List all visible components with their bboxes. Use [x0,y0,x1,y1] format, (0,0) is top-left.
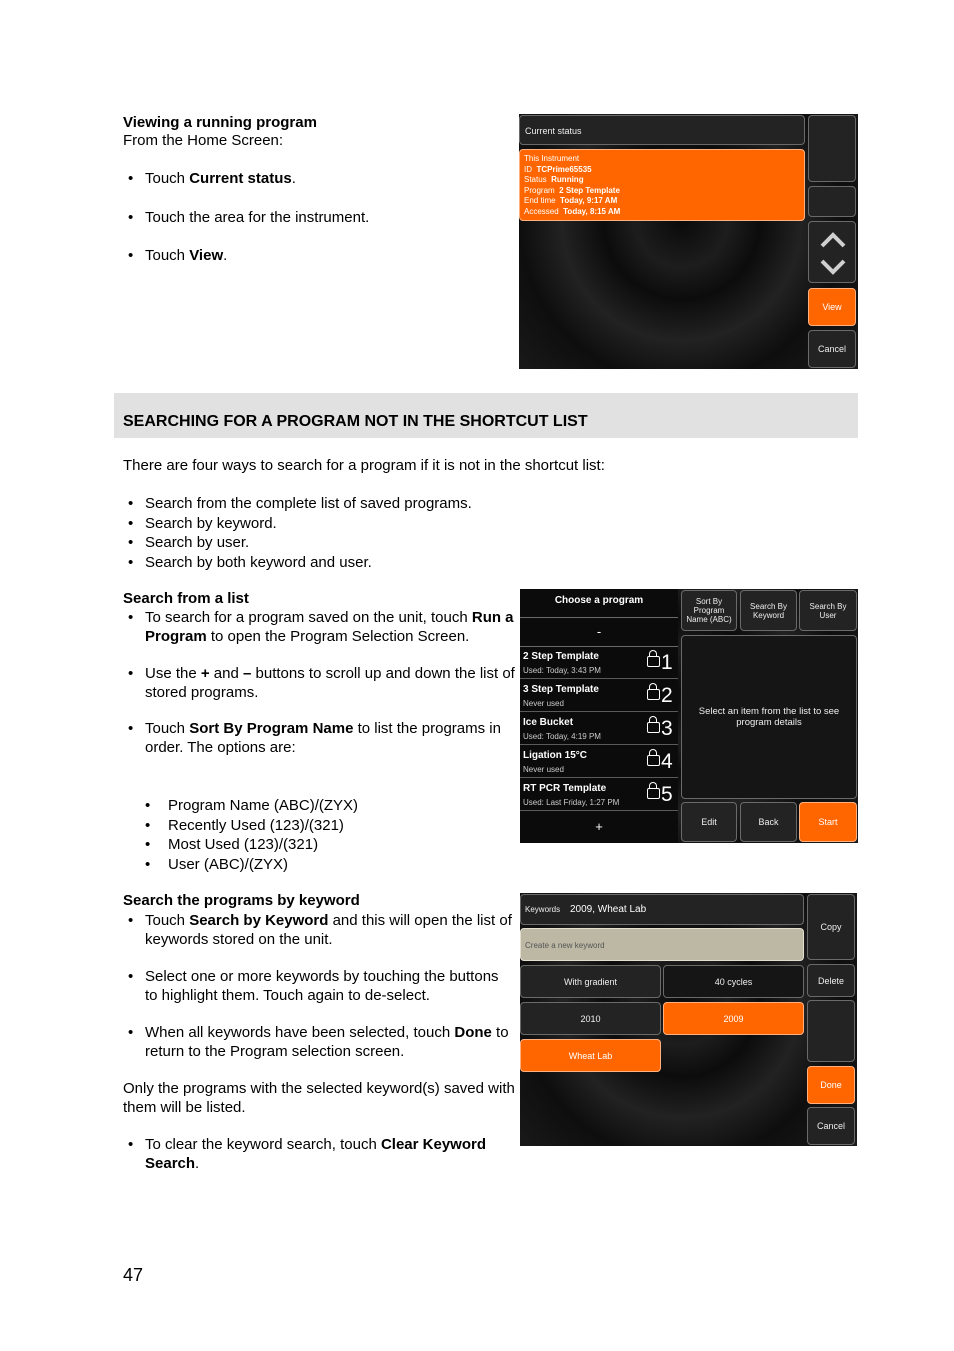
lock-icon [647,788,660,799]
program-used: Never used [523,765,564,774]
current-status-screen [519,114,858,369]
step-item: • Use the + and – buttons to scroll up and down the list of stored programs. [123,665,515,702]
sort-option: • Most Used (123)/(321) [123,836,515,855]
cancel-button[interactable]: Cancel [807,1107,855,1145]
program-name: Ice Bucket [523,717,574,728]
back-button[interactable]: Back [740,802,797,842]
program-number: 3 [661,717,673,740]
start-button[interactable]: Start [799,802,857,842]
program-name: 2 Step Template [523,651,599,662]
program-used: Never used [523,699,564,708]
keywords-label: Keywords [525,905,561,914]
instrument-status-panel[interactable] [519,149,805,221]
section-title-viewing: Viewing a running program [123,114,317,131]
keyword-button[interactable]: With gradient [520,965,661,998]
step-item: • Select one or more keywords by touching the buttons to highlight them. Touch again to de-select. [123,968,515,1005]
scroll-plus-button[interactable]: + [595,819,603,834]
sort-by-name-button[interactable]: Sort By Program Name (ABC) [681,590,737,631]
list-item: • Search by keyword. [123,515,623,534]
sort-option: • User (ABC)/(ZYX) [123,856,515,875]
program-row[interactable] [520,714,678,745]
status-lines [524,154,620,218]
sort-option: • Recently Used (123)/(321) [123,817,515,836]
status-line: Status Running [524,175,584,185]
program-details-panel: Select an item from the list to see program details [681,635,857,799]
keyword-note: Only the programs with the selected keyword(s) saved with them will be listed. [123,1080,515,1116]
blank-side-button [808,186,856,217]
step-item: • Touch View. [123,247,503,266]
program-name: 3 Step Template [523,684,599,695]
steps-list-viewing [123,170,503,266]
status-line: Program 2 Step Template [524,185,620,195]
view-button[interactable]: View [808,288,856,326]
choose-program-header: Choose a program [520,589,678,618]
scroll-up-down-icon[interactable] [819,226,847,280]
search-by-user-button[interactable]: Search By User [799,590,857,631]
steps-list-clear [123,1136,518,1173]
steps-list-keyword [123,912,515,1061]
program-name: Ligation 15°C [523,750,588,761]
blank-side-button [807,1000,855,1062]
keyword-button[interactable]: 2009 [663,1002,804,1035]
section-title-keyword: Search the programs by keyword [123,892,360,909]
step-item: • To search for a program saved on the unit, touch Run a Program to open the Program Selection Screen. [123,609,515,646]
step-item: • To clear the keyword search, touch Clear Keyword Search. [123,1136,518,1173]
lock-icon [647,656,660,667]
sort-options-list [123,797,515,874]
search-ways-intro: There are four ways to search for a program if it is not in the shortcut list: [123,457,605,474]
blank-side-button [808,115,856,182]
intro-text: From the Home Screen: [123,132,284,149]
cancel-button[interactable]: Cancel [808,330,856,368]
edit-button[interactable]: Edit [681,802,737,842]
program-list-panel [520,589,678,843]
create-keyword-label: Create a new keyword [525,941,605,950]
program-used: Used: Today, 4:19 PM [523,732,601,741]
keyword-button[interactable]: 2010 [520,1002,661,1035]
program-number: 4 [661,750,673,773]
program-row[interactable] [520,681,678,712]
keywords-field [520,894,804,925]
sort-option: • Program Name (ABC)/(ZYX) [123,797,515,816]
program-used: Used: Last Friday, 1:27 PM [523,798,620,807]
program-used: Used: Today, 3:43 PM [523,666,601,675]
status-line: End time Today, 9:17 AM [524,196,618,206]
delete-button[interactable]: Delete [807,964,855,997]
list-item: • Search by user. [123,534,623,553]
create-keyword-button[interactable] [520,928,804,961]
lock-icon [647,689,660,700]
keywords-value: 2009, Wheat Lab [570,904,647,915]
program-row[interactable] [520,747,678,778]
scroll-minus-button[interactable]: - [520,618,678,647]
keywords-screen [520,893,857,1146]
status-line: ID TCPrime65535 [524,164,592,174]
step-item: • Touch Current status. [123,170,503,189]
keyword-button[interactable]: Wheat Lab [520,1039,661,1072]
search-by-keyword-button[interactable]: Search By Keyword [740,590,797,631]
program-name: RT PCR Template [523,783,607,794]
steps-list-search [123,609,515,757]
current-status-header [519,115,805,145]
keyword-button[interactable]: 40 cycles [663,965,804,998]
banner-heading: SEARCHING FOR A PROGRAM NOT IN THE SHORTCUT LIST [123,413,588,430]
done-button[interactable]: Done [807,1066,855,1104]
page-number: 47 [123,1265,144,1285]
step-item: • When all keywords have been selected, touch Done to return to the Program selection screen. [123,1024,515,1061]
program-row[interactable] [520,780,678,811]
section-banner [114,393,858,438]
lock-icon [647,722,660,733]
lock-icon [647,755,660,766]
list-item: • Search by both keyword and user. [123,554,623,573]
step-item: • Touch the area for the instrument. [123,209,503,228]
step-item: • Touch Sort By Program Name to list the programs in order. The options are: [123,720,515,757]
program-number: 2 [661,684,673,707]
search-ways-list [123,495,623,572]
program-row[interactable] [520,648,678,679]
copy-button[interactable]: Copy [807,894,855,960]
status-line: This Instrument [524,154,580,163]
list-item: • Search from the complete list of saved programs. [123,495,623,514]
header-label: Current status [525,126,582,136]
step-item: • Touch Search by Keyword and this will open the list of keywords stored on the unit. [123,912,515,949]
program-number: 5 [661,783,673,806]
program-number: 1 [661,651,673,674]
choose-program-screen [520,589,858,843]
scroll-buttons[interactable] [808,221,856,283]
section-title-list: Search from a list [123,590,249,607]
status-line: Accessed Today, 8:15 AM [524,206,621,216]
